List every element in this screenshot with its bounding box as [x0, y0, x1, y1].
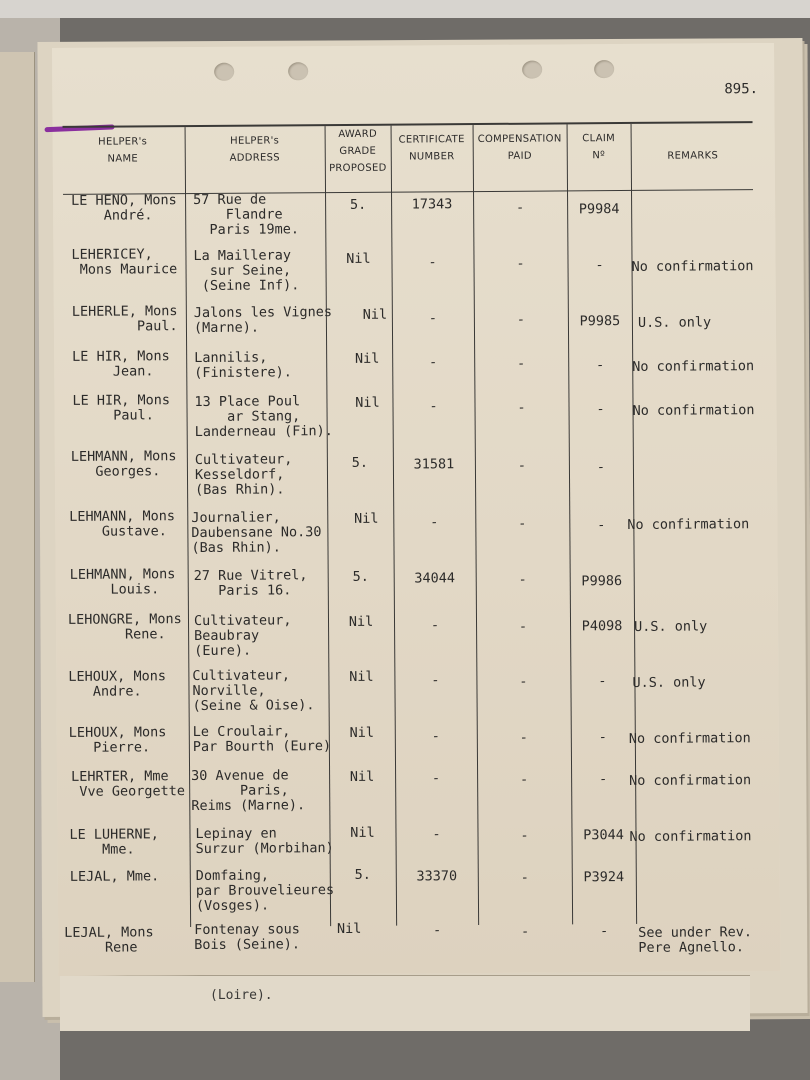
- award-grade: Nil: [354, 510, 379, 527]
- column-divider: [325, 126, 332, 926]
- remarks: U.S. only: [637, 314, 712, 331]
- compensation-paid: -: [519, 729, 528, 746]
- certificate-number: -: [433, 922, 442, 939]
- compensation-paid: -: [518, 618, 528, 635]
- helper-address: 57 Rue de Flandre Paris 19me.: [193, 191, 299, 239]
- award-grade: Nil: [336, 920, 362, 938]
- compensation-paid: -: [516, 255, 525, 272]
- claim-number: P3044: [583, 827, 624, 844]
- claim-number: P9986: [581, 573, 623, 590]
- claim-number: P4098: [581, 618, 623, 635]
- helper-name: LEHOUX, Mons Pierre.: [68, 724, 167, 756]
- certificate-number: -: [430, 514, 439, 531]
- helper-address: Cultivateur, Kesseldorf, (Bas Rhin).: [194, 451, 293, 499]
- claim-number: -: [598, 771, 608, 788]
- certificate-number: -: [429, 354, 438, 371]
- helper-address: 27 Rue Vitrel, Paris 16.: [193, 567, 308, 600]
- helper-name: LEHRTER, Mme Vve Georgette: [71, 768, 186, 800]
- helper-name: LEHERLE, Mons Paul.: [71, 303, 178, 335]
- top-rule: [63, 121, 753, 128]
- compensation-paid: -: [516, 311, 526, 328]
- helper-name: LE LUHERNE, Mme.: [69, 826, 159, 858]
- compensation-paid: -: [520, 869, 529, 886]
- claim-number: -: [600, 923, 609, 940]
- underlying-page-text: (Loire).: [210, 988, 273, 1003]
- remarks: No confirmation: [627, 516, 750, 533]
- header-claim: CLAIM Nº: [582, 133, 616, 162]
- punch-hole: [288, 62, 308, 80]
- remarks: See under Rev. Pere Agnello.: [638, 924, 753, 956]
- award-grade: 5.: [354, 866, 371, 883]
- compensation-paid: -: [517, 457, 527, 474]
- certificate-number: -: [432, 826, 441, 843]
- award-grade: Nil: [346, 250, 371, 267]
- header-compensation: COMPENSATION PAID: [477, 133, 562, 162]
- helper-address: Jalons les Vignes (Marne).: [193, 304, 333, 337]
- certificate-number: -: [431, 672, 440, 689]
- remarks: No confirmation: [629, 828, 752, 845]
- helper-name: LEHOUX, Mons Andre.: [68, 668, 166, 700]
- certificate-number: -: [430, 617, 440, 634]
- helper-name: LEHMANN, Mons Gustave.: [69, 508, 175, 540]
- helper-name: LEHMANN, Mons Louis.: [69, 566, 176, 598]
- award-grade: Nil: [350, 824, 375, 841]
- helper-address: 30 Avenue de Paris, Reims (Marne).: [191, 767, 306, 815]
- page-number: 895.: [724, 81, 759, 98]
- underlying-paper-left: [0, 52, 35, 982]
- backdrop: [0, 0, 810, 18]
- compensation-paid: -: [521, 923, 530, 940]
- claim-number: P3924: [583, 869, 625, 886]
- certificate-number: -: [431, 770, 441, 787]
- award-grade: 5.: [349, 196, 367, 213]
- header-address: HELPER's ADDRESS: [229, 135, 280, 164]
- compensation-paid: -: [519, 771, 529, 788]
- helper-address: Journalier, Daubensane No.30 (Bas Rhin).: [191, 509, 322, 557]
- certificate-number: 33370: [416, 868, 458, 885]
- claim-number: -: [596, 357, 605, 374]
- helper-name: LEHMANN, Mons Georges.: [70, 448, 177, 480]
- claim-number: P9985: [579, 313, 621, 330]
- punch-hole: [522, 61, 542, 79]
- award-grade: Nil: [355, 394, 380, 411]
- helper-name: LE HIR, Mons Jean.: [72, 348, 170, 380]
- helper-address: Domfaing, par Brouvelieures (Vosges).: [195, 867, 335, 915]
- compensation-paid: -: [517, 355, 526, 372]
- header-name: HELPER's NAME: [98, 136, 148, 165]
- award-grade: Nil: [348, 613, 374, 630]
- underlying-page: [60, 975, 750, 1031]
- claim-number: P9984: [578, 201, 620, 218]
- award-grade: 5.: [351, 454, 369, 471]
- header-certificate: CERTIFICATE NUMBER: [398, 134, 465, 163]
- helper-address: Fontenay sous Bois (Seine).: [194, 921, 300, 954]
- remarks: No confirmation: [631, 258, 754, 275]
- award-grade: Nil: [362, 306, 388, 323]
- remarks: U.S. only: [632, 674, 706, 691]
- compensation-paid: -: [519, 673, 528, 690]
- helper-address: Cultivateur, Beaubray (Eure).: [193, 612, 292, 660]
- award-grade: 5.: [352, 568, 369, 585]
- certificate-number: 17343: [411, 196, 453, 213]
- compensation-paid: -: [515, 199, 525, 216]
- document-page: [52, 43, 780, 976]
- remarks: No confirmation: [628, 730, 751, 747]
- compensation-paid: -: [520, 827, 529, 844]
- helper-address: 13 Place Poul ar Stang, Landerneau (Fin).: [194, 393, 333, 441]
- remarks: No confirmation: [632, 402, 755, 419]
- helper-address: Cultivateur, Norville, (Seine & Oise).: [192, 667, 315, 715]
- award-grade: Nil: [349, 768, 375, 785]
- claim-number: -: [595, 257, 604, 274]
- certificate-number: 34044: [414, 570, 456, 587]
- award-grade: Nil: [349, 724, 375, 741]
- award-grade: Nil: [349, 668, 374, 685]
- helper-name: LE HIR, Mons Paul.: [72, 392, 171, 424]
- helper-name: LEJAL, Mme.: [69, 868, 160, 885]
- header-remarks: REMARKS: [667, 150, 719, 162]
- certificate-number: -: [429, 398, 438, 415]
- helper-name: LEHERICEY, Mons Maurice: [71, 246, 178, 278]
- header-award: AWARD GRADE PROPOSED: [329, 128, 387, 175]
- certificate-number: 31581: [413, 456, 455, 473]
- punch-hole: [594, 60, 614, 78]
- helper-name: LE HENO, Mons André.: [71, 192, 177, 224]
- remarks: No confirmation: [629, 772, 752, 789]
- certificate-number: -: [428, 310, 438, 327]
- certificate-number: -: [428, 254, 437, 271]
- claim-number: -: [596, 459, 606, 476]
- compensation-paid: -: [517, 399, 526, 416]
- certificate-number: -: [431, 728, 440, 745]
- column-divider: [185, 127, 192, 927]
- remarks: No confirmation: [632, 358, 755, 375]
- claim-number: -: [598, 729, 607, 746]
- claim-number: -: [596, 401, 605, 418]
- compensation-paid: -: [518, 571, 527, 588]
- helper-address: La Mailleray sur Seine, (Seine Inf).: [193, 247, 300, 295]
- helper-address: Lepinay en Surzur (Morbihan): [195, 825, 334, 858]
- punch-hole: [214, 63, 234, 81]
- remarks: U.S. only: [634, 618, 708, 635]
- claim-number: -: [598, 673, 607, 690]
- award-grade: Nil: [354, 350, 380, 367]
- claim-number: -: [597, 517, 606, 534]
- helper-address: Lannilis, (Finistere).: [194, 349, 292, 382]
- helper-name: LEJAL, Mons Rene: [64, 924, 154, 956]
- helper-name: LEHONGRE, Mons Rene.: [67, 611, 182, 643]
- compensation-paid: -: [518, 515, 527, 532]
- helper-address: Le Croulair, Par Bourth (Eure): [192, 723, 332, 756]
